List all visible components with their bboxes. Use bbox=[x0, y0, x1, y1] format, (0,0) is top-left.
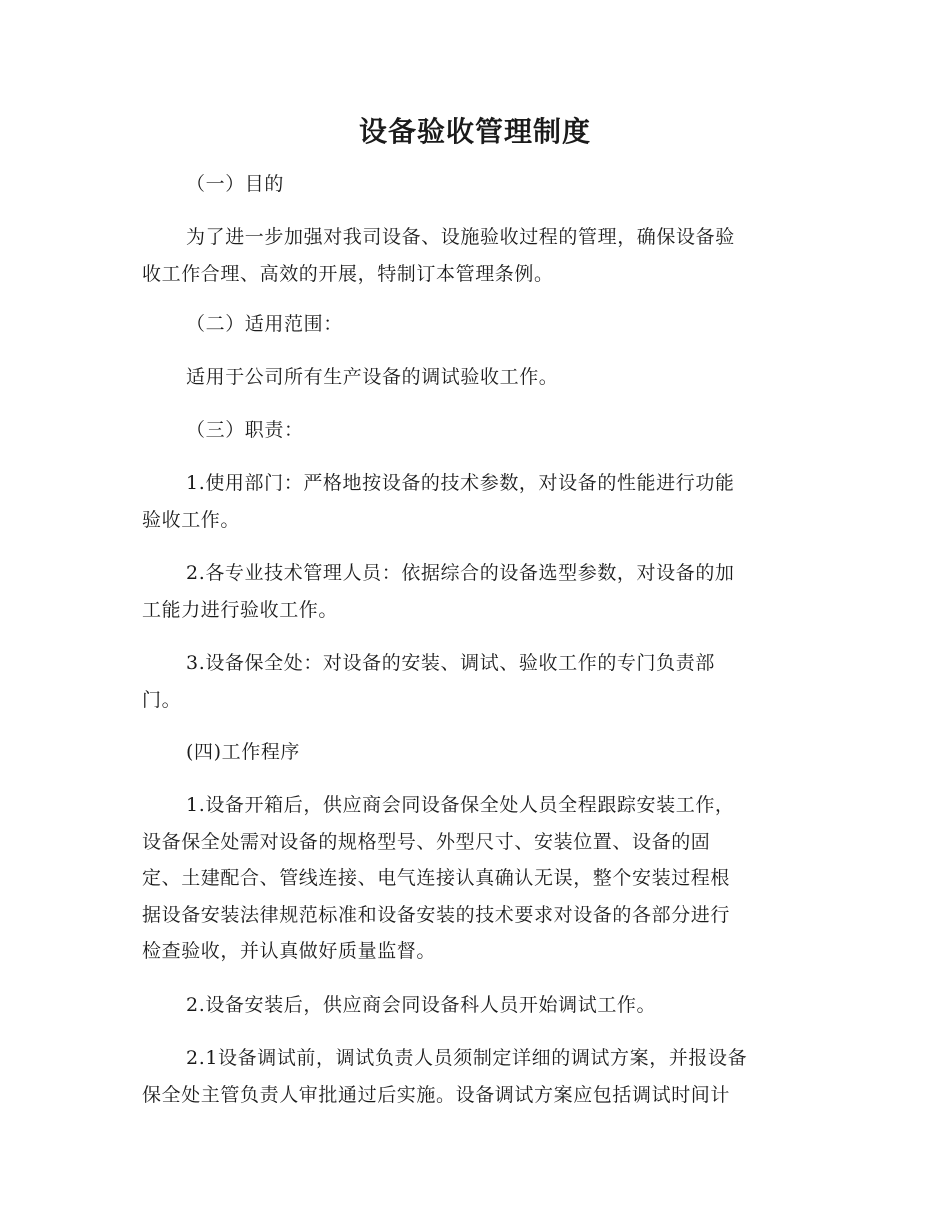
text-line: 检查验收，并认真做好质量监督。 bbox=[142, 940, 437, 962]
text-line: (四)工作程序 bbox=[186, 741, 301, 763]
section-heading-responsibilities bbox=[142, 412, 810, 449]
text-line: 据设备安装法律规范标准和设备安装的技术要求对设备的各部分进行 bbox=[142, 903, 731, 926]
text-line: 3.设备保全处：对设备的安装、调试、验收工作的专门负责部 bbox=[186, 652, 715, 674]
text-line: 为了进一步加强对我司设备、设施验收过程的管理，确保设备验 bbox=[186, 226, 735, 248]
paragraph-scope bbox=[142, 359, 810, 396]
text-line: 收工作合理、高效的开展，特制订本管理条例。 bbox=[142, 262, 554, 285]
text-line: （一）目的 bbox=[186, 173, 285, 195]
text-line: 验收工作。 bbox=[142, 508, 241, 531]
section-heading-procedure bbox=[142, 734, 810, 771]
paragraph-responsibility-2 bbox=[142, 555, 810, 628]
section-heading-scope bbox=[142, 306, 810, 343]
text-line: 适用于公司所有生产设备的调试验收工作。 bbox=[186, 366, 559, 388]
text-line: 工能力进行验收工作。 bbox=[142, 598, 339, 621]
paragraph-procedure-1 bbox=[142, 787, 810, 970]
paragraph-purpose bbox=[142, 219, 810, 292]
text-line: 1.设备开箱后，供应商会同设备保全处人员全程跟踪安装工作， bbox=[186, 794, 735, 816]
text-line: 1.使用部门：严格地按设备的技术参数，对设备的性能进行功能 bbox=[186, 472, 735, 494]
text-line: 设备保全处需对设备的规格型号、外型尺寸、安装位置、设备的固 bbox=[142, 830, 711, 853]
document-title: 设备验收管理制度 bbox=[358, 115, 591, 148]
text-line: 2.1设备调试前，调试负责人员须制定详细的调试方案，并报设备 bbox=[186, 1047, 748, 1069]
paragraph-procedure-2-1 bbox=[142, 1040, 810, 1113]
section-heading-purpose bbox=[142, 166, 810, 203]
text-line: （三）职责： bbox=[186, 419, 304, 441]
text-line: 保全处主管负责人审批通过后实施。设备调试方案应包括调试时间计 bbox=[142, 1083, 731, 1106]
text-line: 2.设备安装后，供应商会同设备科人员开始调试工作。 bbox=[186, 994, 657, 1016]
text-line: 定、土建配合、管线连接、电气连接认真确认无误，整个安装过程根 bbox=[142, 867, 731, 889]
text-line: （二）适用范围： bbox=[186, 313, 343, 335]
paragraph-procedure-2 bbox=[142, 987, 810, 1024]
paragraph-responsibility-1 bbox=[142, 465, 810, 538]
text-line: 门。 bbox=[142, 688, 182, 711]
paragraph-responsibility-3 bbox=[142, 645, 810, 718]
text-line: 2.各专业技术管理人员：依据综合的设备选型参数，对设备的加 bbox=[186, 562, 735, 584]
